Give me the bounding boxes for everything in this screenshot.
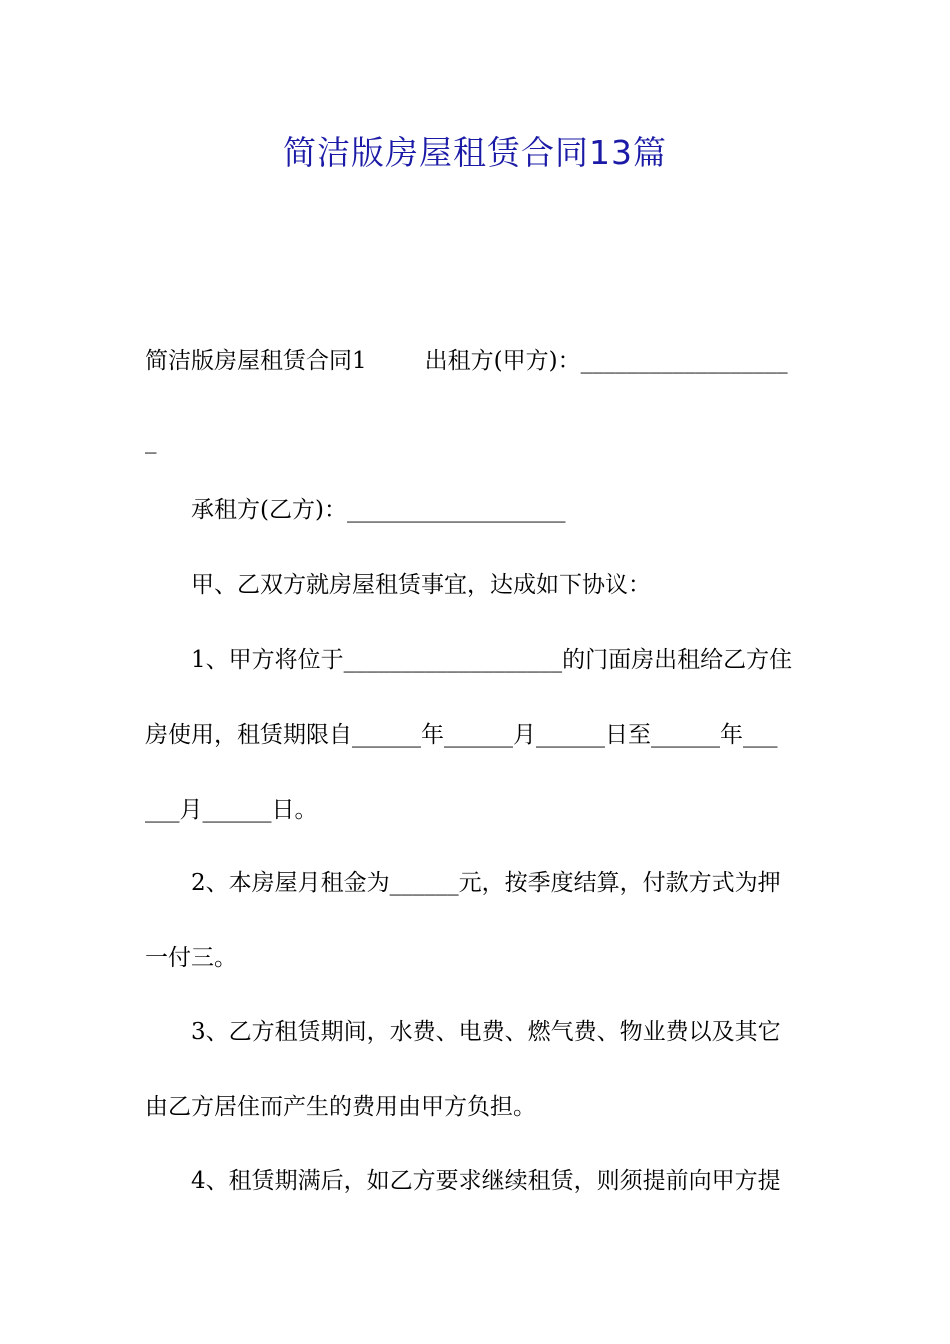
clause-1-line-1: 1、甲方将位于___________________的门面房出租给乙方住	[191, 647, 793, 673]
lessor-line-continued: _	[145, 428, 157, 454]
contract-heading: 简洁版房屋租赁合同1	[145, 348, 367, 374]
clause-1-line-3: ___月______日。	[145, 797, 318, 823]
clause-2-line-2: 一付三。	[145, 945, 237, 971]
clause-4-line-1: 4、租赁期满后，如乙方要求继续租赁，则须提前向甲方提	[191, 1168, 781, 1194]
clause-1-line-2: 房使用，租赁期限自______年______月______日至______年___	[145, 722, 778, 748]
clause-3-line-2: 由乙方居住而产生的费用由甲方负担。	[145, 1094, 536, 1120]
clause-2-line-1: 2、本房屋月租金为______元，按季度结算，付款方式为押	[191, 870, 781, 896]
contract-heading-line	[145, 341, 810, 381]
lessee-line: 承租方(乙方)：___________________	[191, 497, 566, 523]
clause-3-line-1: 3、乙方租赁期间，水费、电费、燃气费、物业费以及其它	[191, 1019, 781, 1045]
agreement-intro: 甲、乙双方就房屋租赁事宜，达成如下协议：	[191, 572, 651, 598]
lessor-line: 出租方(甲方)：__________________	[424, 348, 788, 374]
document-title: 简洁版房屋租赁合同13篇	[283, 133, 667, 172]
